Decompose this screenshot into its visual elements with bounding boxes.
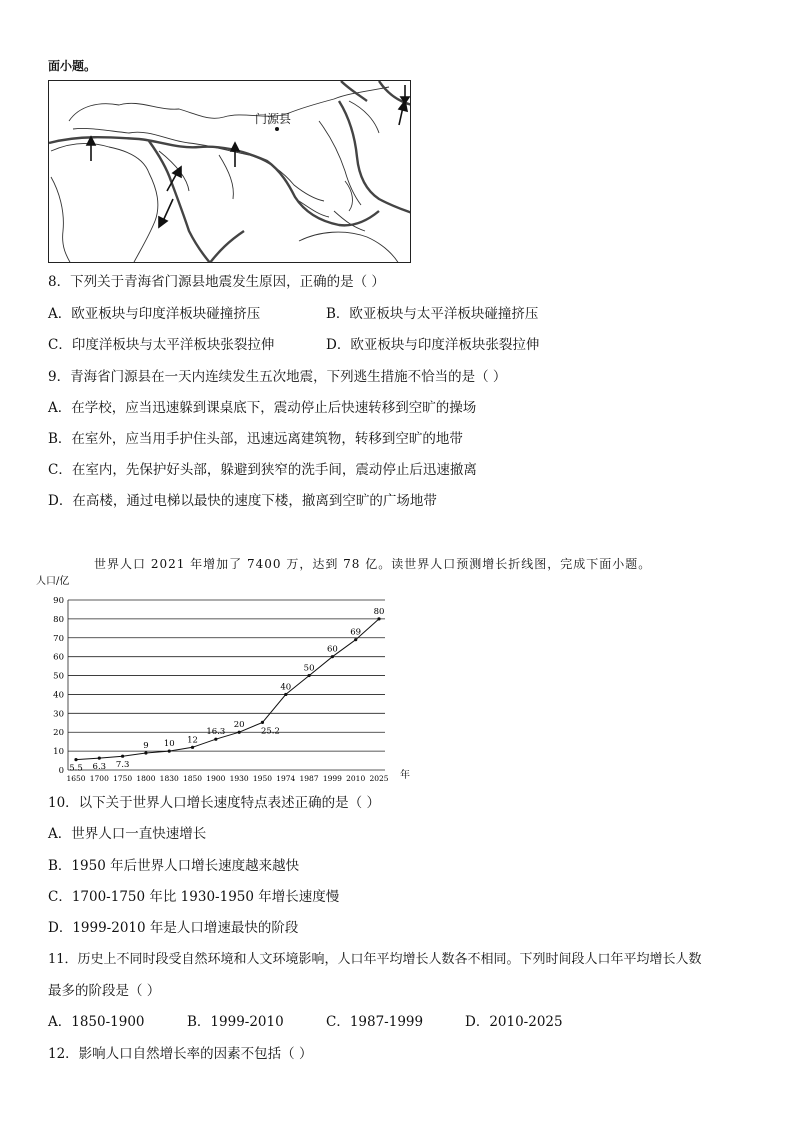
y-tick-10: 10 [53, 747, 64, 758]
q8-option-b[interactable]: B．欧亚板块与太平洋板块碰撞挤压 [326, 306, 539, 322]
data-label-2025: 80 [373, 606, 385, 617]
y-tick-70: 70 [53, 633, 64, 644]
y-tick-50: 50 [53, 671, 64, 682]
q8-option-a[interactable]: A．欧亚板块与印度洋板块碰撞挤压 [48, 306, 261, 322]
data-point-1930 [238, 731, 241, 734]
chart-intro: 世界人口 2021 年增加了 7400 万，达到 78 亿。读世界人口预测增长折线图，完成下面小题。 [94, 557, 652, 571]
y-tick-0: 0 [58, 766, 64, 776]
header-fragment: 面小题。 [48, 59, 97, 73]
q10-option-c[interactable]: C．1700-1750 年比 1930-1950 年增长速度慢 [48, 889, 340, 905]
data-point-1650 [74, 758, 77, 761]
q8-option-c[interactable]: C．印度洋板块与太平洋板块张裂拉伸 [48, 337, 275, 353]
data-point-2025 [377, 617, 380, 620]
q11-option-d[interactable]: D．2010-2025 [465, 1014, 563, 1030]
question-12-stem: 12．影响人口自然增长率的因素不包括（ ） [48, 1046, 313, 1062]
q9-option-c[interactable]: C．在室内，先保护好头部，躲避到狭窄的洗手间，震动停止后迅速撤离 [48, 462, 477, 478]
data-point-1900 [214, 738, 217, 741]
data-label-1650: 5.5 [69, 763, 83, 774]
y-tick-30: 30 [53, 709, 64, 720]
q9-option-d[interactable]: D．在高楼，通过电梯以最快的速度下楼，撤离到空旷的广场地带 [48, 493, 437, 509]
data-point-1999 [331, 655, 334, 658]
x-tick-1999: 1999 [322, 774, 342, 783]
tectonic-plate-map-icon [49, 81, 411, 263]
data-label-1950: 25.2 [260, 726, 280, 737]
population-line-chart [30, 572, 410, 786]
data-label-1800: 9 [143, 741, 149, 751]
q9-option-a[interactable]: A．在学校，应当迅速躲到课桌底下，震动停止后快速转移到空旷的操场 [48, 400, 477, 416]
question-9-stem: 9．青海省门源县在一天内连续发生五次地震，下列逃生措施不恰当的是（ ） [48, 369, 507, 385]
question-8-stem: 8．下列关于青海省门源县地震发生原因，正确的是（ ） [48, 274, 385, 290]
data-point-1974 [284, 693, 287, 696]
x-tick-1750: 1750 [113, 774, 133, 783]
population-series-line [76, 619, 379, 760]
data-label-1700: 6.3 [92, 762, 107, 773]
x-tick-1650: 1650 [66, 774, 86, 783]
q10-option-a[interactable]: A．世界人口一直快速增长 [48, 826, 207, 842]
question-10-stem: 10．以下关于世界人口增长速度特点表述正确的是（ ） [48, 795, 380, 811]
data-label-1850: 12 [187, 735, 198, 746]
data-label-1900: 16.3 [206, 727, 226, 738]
q11-option-a[interactable]: A．1850-1900 [48, 1014, 145, 1030]
x-tick-2010: 2010 [346, 774, 366, 783]
map-label-menyuan: 门源县 [255, 112, 292, 126]
y-tick-20: 20 [53, 728, 64, 739]
y-tick-40: 40 [53, 690, 64, 701]
data-label-2010: 69 [350, 627, 362, 638]
data-label-1830: 10 [163, 739, 175, 750]
data-point-1750 [121, 755, 124, 758]
q8-option-d[interactable]: D．欧亚板块与印度洋板块张裂拉伸 [326, 337, 540, 353]
data-label-1974: 40 [280, 682, 292, 693]
world-plate-map [48, 80, 411, 263]
x-tick-2025: 2025 [369, 774, 389, 783]
y-axis-label: 人口/亿 [36, 576, 70, 587]
q11-option-b[interactable]: B．1999-2010 [187, 1014, 284, 1030]
q9-option-b[interactable]: B．在室外，应当用手护住头部，迅速远离建筑物，转移到空旷的地带 [48, 431, 463, 447]
question-11-stem-line1: 11．历史上不同时段受自然环境和人文环境影响，人口年平均增长人数各不相同。下列时间段人口年平均增长人数 [48, 952, 702, 967]
q11-option-c[interactable]: C．1987-1999 [326, 1014, 424, 1030]
x-tick-1830: 1830 [159, 774, 179, 783]
x-axis-label: 年 [400, 770, 410, 781]
question-11-stem-line2: 最多的阶段是（ ） [48, 983, 161, 999]
y-tick-80: 80 [53, 614, 64, 625]
q10-option-b[interactable]: B．1950 年后世界人口增长速度越来越快 [48, 858, 300, 874]
data-point-1850 [191, 746, 194, 749]
x-tick-1974: 1974 [276, 774, 296, 783]
data-point-1830 [168, 750, 171, 753]
x-tick-1900: 1900 [206, 774, 226, 783]
data-point-2010 [354, 638, 357, 641]
data-label-1750: 7.3 [115, 760, 130, 771]
x-tick-1950: 1950 [252, 774, 273, 783]
data-point-1987 [307, 674, 310, 677]
data-label-1999: 60 [326, 644, 338, 655]
x-tick-1987: 1987 [299, 774, 319, 783]
y-tick-60: 60 [53, 652, 64, 663]
x-tick-1850: 1850 [182, 774, 203, 783]
x-tick-1700: 1700 [89, 774, 109, 783]
y-tick-90: 90 [53, 596, 64, 606]
x-tick-1800: 1800 [136, 774, 156, 783]
q10-option-d[interactable]: D．1999-2010 年是人口增速最快的阶段 [48, 920, 299, 936]
data-label-1987: 50 [303, 663, 315, 674]
data-point-1800 [144, 751, 147, 754]
data-label-1930: 20 [233, 720, 245, 731]
data-point-1700 [98, 757, 101, 760]
data-point-1950 [261, 721, 264, 724]
x-tick-1930: 1930 [229, 774, 249, 783]
